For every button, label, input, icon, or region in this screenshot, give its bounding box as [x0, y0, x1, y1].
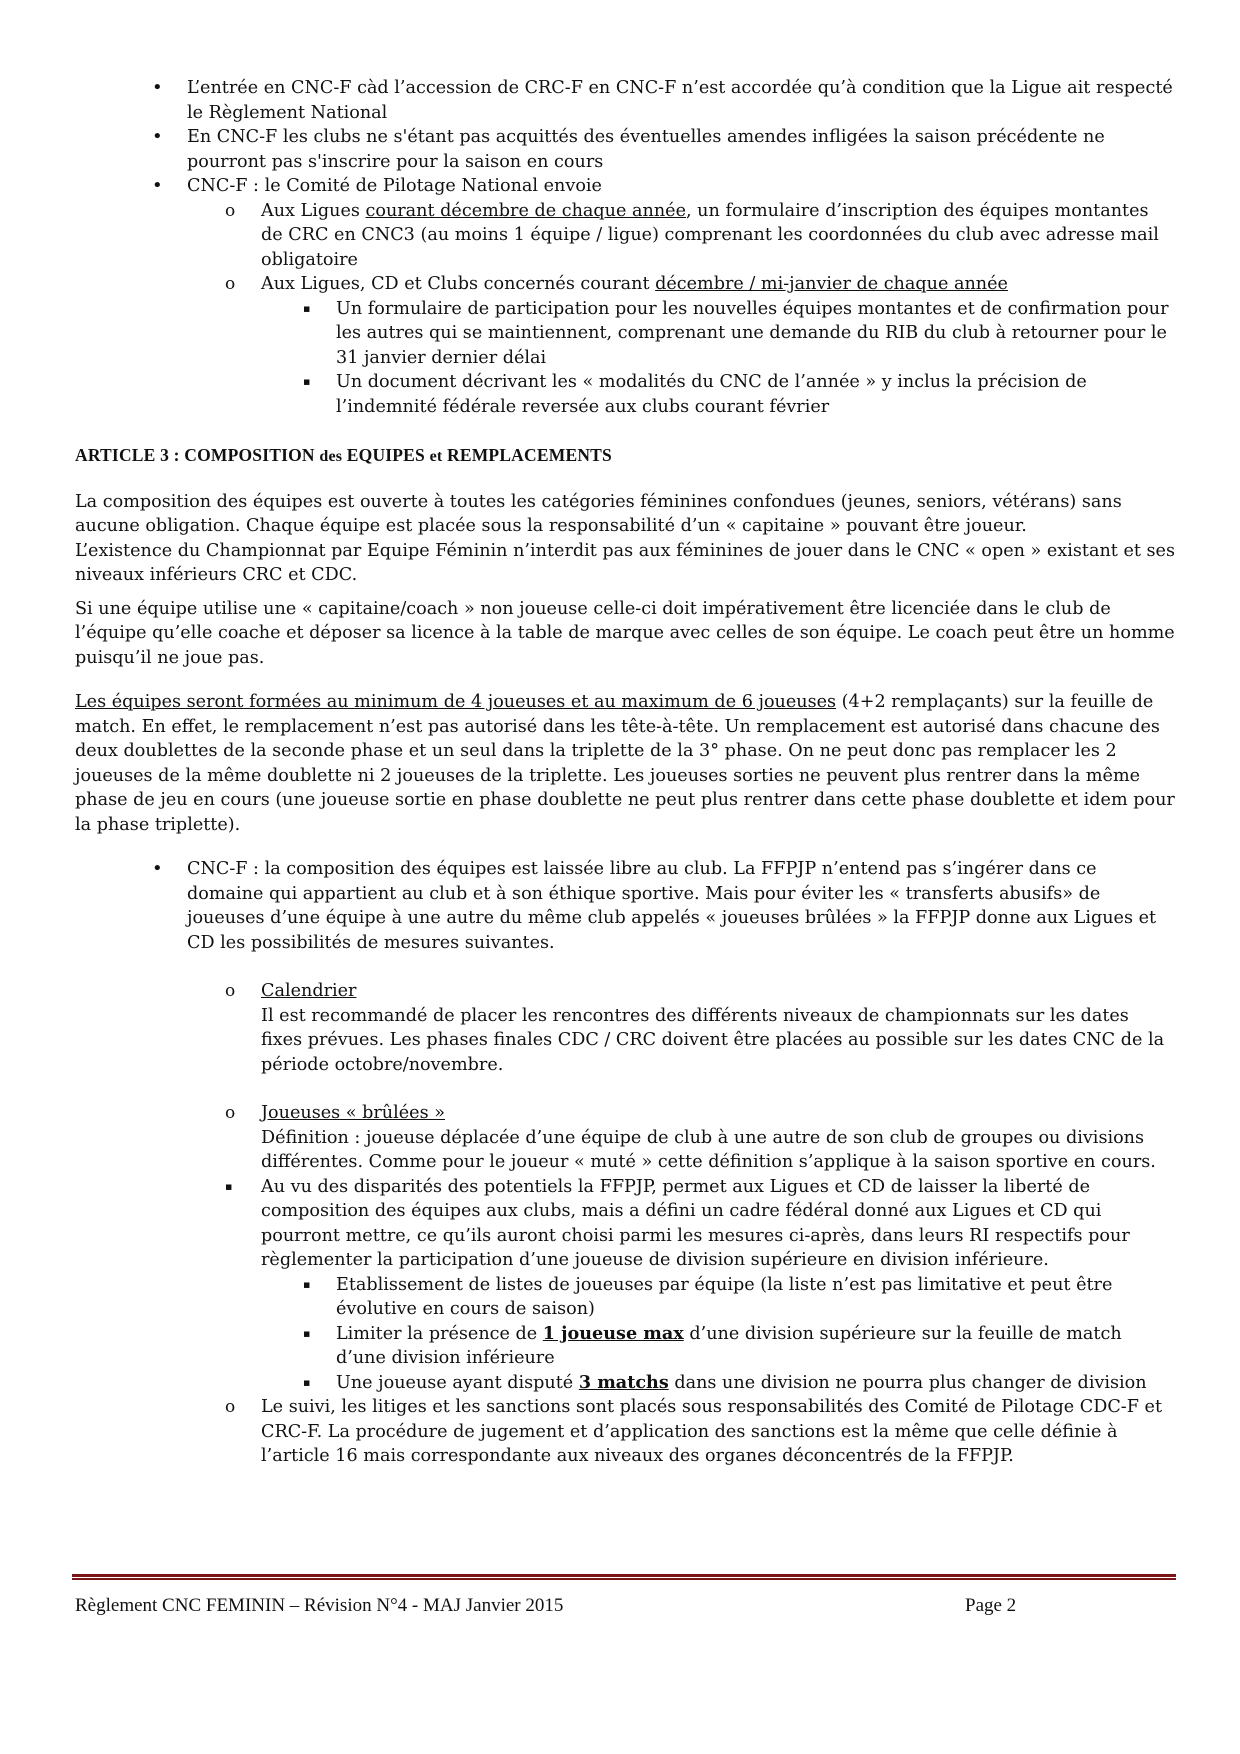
text-run: Une joueuse ayant disputé — [336, 1372, 579, 1393]
list-item-text: L’entrée en CNC-F càd l’accession de CRC-F en CNC-F n’est accordée qu’à condition que la Ligue ait respecté le Règlement National — [187, 78, 1173, 123]
square-marker: ▪ — [303, 1326, 311, 1340]
list-item — [75, 125, 1175, 174]
text-run: dans une division ne pourra plus changer de division — [668, 1372, 1147, 1393]
sub-sub-list-item-text — [336, 1371, 1175, 1396]
paragraph: Si une équipe utilise une « capitaine/coach » non joueuse celle-ci doit impérativement être licenciée dans le club de l’équipe qu’elle coache et déposer sa licence à la table de marque avec celles de son équipe. Le coach peut être un homme puisqu’il ne joue pas. — [75, 598, 1175, 668]
sub-list-item — [75, 199, 1175, 273]
emphasis-text: 1 joueuse max — [542, 1322, 684, 1344]
footer-rule — [72, 1574, 1176, 1577]
sub-sub-list-item — [75, 1322, 1175, 1371]
heading-part: et — [429, 448, 443, 465]
sub-section-title: Joueuses « brûlées » — [261, 1103, 445, 1123]
text-run: Limiter la présence de — [336, 1323, 543, 1344]
sub-sub-list-item — [75, 370, 1175, 419]
text-run: (4+2 remplaçants) sur la feuille de match. En effet, le remplacement n’est pas autorisé dans les tête-à-tête. Un remplacement est autorisé dans chacune des deux doublettes de la seconde phase et un seul dans la triplette de la 3° phase. On ne peut donc pas remplacer les 2 joueuses de la même doublette ni 2 joueuses de la triplette. Les joueuses sorties ne peuvent plus rentrer dans la même phase de jeu en cours (une joueuse sortie en phase doublette ne peut plus rentrer dans cette phase doublette et idem pour la phase triplette). — [75, 692, 1175, 835]
sub-section-text: Définition : joueuse déplacée d’une équipe de club à une autre de son club de groupes ou divisions différentes. Comme pour le joueur « muté » cette définition s’applique à la saison sportive en cours. — [261, 1127, 1156, 1172]
circle-marker: o — [225, 200, 236, 221]
paragraph: L’existence du Championnat par Equipe Féminin n’interdit pas aux féminines de jouer dans le CNC « open » existant et ses niveaux inférieurs CRC et CDC. — [75, 540, 1175, 585]
sub-sub-list-item-text: Un formulaire de participation pour les nouvelles équipes montantes et de confirmation pour les autres qui se maintiennent, comprenant une demande du RIB du club à retourner pour le 31 janvier dernier délai — [336, 298, 1169, 368]
text-run: Aux Ligues, CD et Clubs concernés courant — [261, 274, 656, 294]
sub-sub-list-item — [75, 1273, 1175, 1322]
text-run: d’une division supérieure sur la feuille de match d’une division inférieure — [336, 1323, 1122, 1368]
circle-marker: o — [225, 1103, 236, 1123]
bullet-marker: • — [152, 77, 163, 98]
list-item-text: CNC-F : le Comité de Pilotage National envoie — [187, 176, 602, 196]
sub-sub-list-item — [75, 297, 1175, 371]
sub-sub-list-item — [75, 1371, 1175, 1396]
heading-part: des — [319, 448, 343, 465]
underlined-text: Les équipes seront formées au minimum de 4 joueuses et au maximum de 6 joueuses — [75, 692, 837, 712]
footer-rule-thin — [72, 1578, 1176, 1580]
list-item — [75, 857, 1175, 955]
sub-list-item — [75, 1101, 1175, 1175]
bullet-marker: • — [152, 175, 163, 196]
square-marker: ▪ — [303, 301, 311, 315]
circle-marker: o — [225, 981, 236, 1001]
list-item — [75, 174, 1175, 199]
paragraph — [75, 690, 1175, 837]
sub-list-item-text — [261, 272, 1175, 297]
square-marker: ▪ — [225, 1179, 233, 1193]
list-item-text: En CNC-F les clubs ne s'étant pas acquittés des éventuelles amendes infligées la saison précédente ne pourront pas s'inscrire pour la saison en cours — [187, 127, 1105, 172]
footer-document-title: Règlement CNC FEMININ – Révision N°4 - MAJ Janvier 2015 — [75, 1595, 564, 1616]
sub-sub-list-item-text — [336, 1322, 1175, 1371]
sub-section-text: Il est recommandé de placer les rencontres des différents niveaux de championnats sur les dates fixes prévues. Les phases finales CDC / CRC doivent être placées au possible sur les dates CNC de la période octobre/novembre. — [261, 1005, 1165, 1075]
sub-list-item — [75, 1395, 1175, 1469]
bullet-marker: • — [152, 858, 163, 879]
circle-marker: o — [225, 274, 236, 294]
text-run: Aux Ligues — [261, 200, 366, 221]
square-marker: ▪ — [303, 1375, 311, 1389]
underlined-text: courant décembre de chaque année — [365, 200, 686, 221]
sub-sub-list-item-text: Etablissement de listes de joueuses par équipe (la liste n’est pas limitative et peut être évolutive en cours de saison) — [336, 1274, 1113, 1319]
sub-list-item — [75, 272, 1175, 297]
square-marker: ▪ — [303, 375, 311, 388]
sub-section-title: Calendrier — [261, 981, 357, 1001]
sub-list-item-text: Le suivi, les litiges et les sanctions sont placés sous responsabilités des Comité de Pilotage CDC-F et CRC-F. La procédure de jugement et d’application des sanctions est la même que celle définie à l’article 16 mais correspondante aux niveaux des organes déconcentrés de la FFPJP. — [261, 1397, 1163, 1466]
sub-list-item-text — [261, 199, 1175, 273]
page-content — [75, 76, 1175, 1469]
square-marker: ▪ — [303, 1277, 311, 1291]
footer-page-number: Page 2 — [965, 1595, 1017, 1616]
list-item — [75, 76, 1175, 125]
sub-list-item — [75, 1175, 1175, 1273]
bullet-marker: • — [152, 126, 163, 147]
heading-part: EQUIPES — [342, 445, 430, 465]
paragraph: La composition des équipes est ouverte à toutes les catégories féminines confondues (jeunes, seniors, vétérans) sans aucune obligation. Chaque équipe est placée sous la responsabilité d’un « capitaine » pouvant être joueur. — [75, 491, 1122, 536]
underlined-text: décembre / mi-janvier de chaque année — [655, 274, 1008, 294]
list-item-text: CNC-F : la composition des équipes est laissée libre au club. La FFPJP n’entend pas s’ingérer dans ce domaine qui appartient au club et à son éthique sportive. Mais pour éviter les « transferts abusifs» de joueuses d’une équipe à une autre du même club appelés « joueuses brûlées » la FFPJP donne aux Ligues et CD les possibilités de mesures suivantes. — [187, 859, 1157, 953]
heading-part: ARTICLE 3 : COMPOSITION — [75, 445, 320, 465]
heading-part: REMPLACEMENTS — [442, 445, 612, 465]
sub-sub-list-item-text: Un document décrivant les « modalités du CNC de l’année » y inclus la précision de l’indemnité fédérale reversée aux clubs courant février — [336, 372, 1087, 417]
sub-list-item — [75, 979, 1175, 1077]
circle-marker: o — [225, 1397, 236, 1417]
text-run: , un formulaire d’inscription des équipes montantes de CRC en CNC3 (au moins 1 équipe / ligue) comprenant les coordonnées du club avec adresse mail obligatoire — [261, 200, 1159, 270]
emphasis-text: 3 matchs — [578, 1371, 669, 1393]
article-heading — [75, 443, 1175, 470]
sub-list-item-text: Au vu des disparités des potentiels la FFPJP, permet aux Ligues et CD de laisser la liberté de composition des équipes aux clubs, mais a défini un cadre fédéral donné aux Ligues et CD qui pourront mettre, ce qu’ils auront choisi parmi les mesures ci-après, dans leurs RI respectifs pour règlementer la participation d’une joueuse de division supérieure en division inférieure. — [261, 1176, 1130, 1270]
